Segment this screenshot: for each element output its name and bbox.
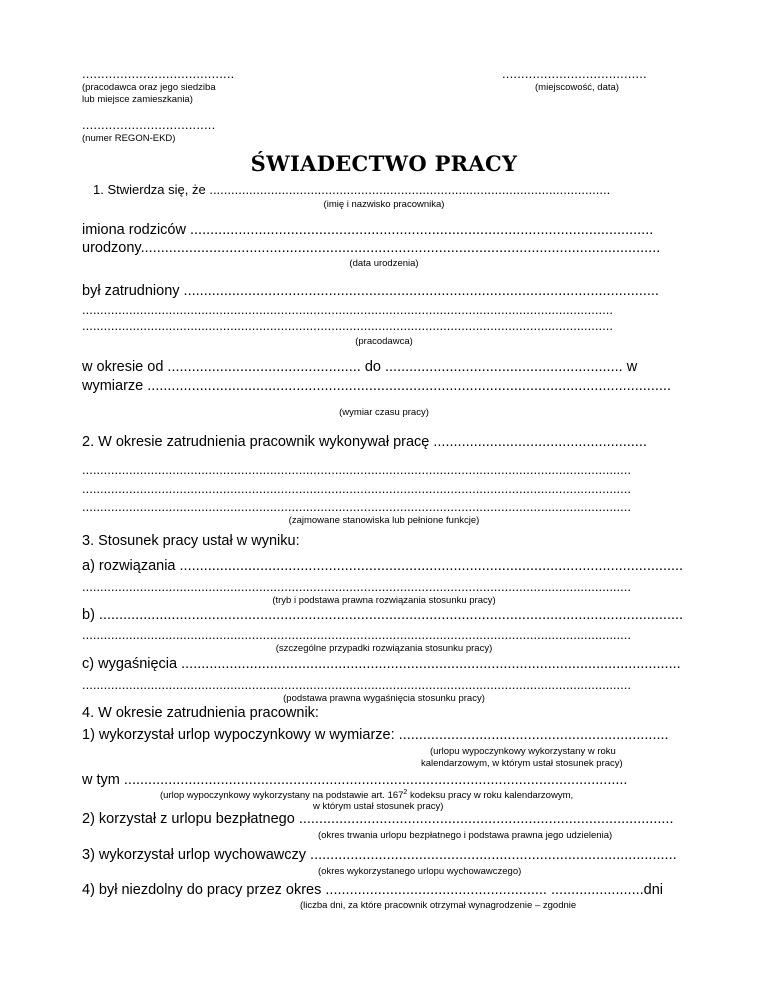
s4-p4-sick-leave-line[interactable]: 4) był niezdolny do pracy przez okres ....................................................... .......................dni	[82, 882, 663, 898]
s1-employer-caption: (pracodawca)	[355, 336, 413, 347]
s3-b-caption: (szczególne przypadki rozwiązania stosunku pracy)	[275, 643, 493, 654]
employer-caption-line2: lub miejsce zamieszkania)	[82, 94, 193, 105]
employer-caption-line1: (pracodawca oraz jego siedziba	[82, 82, 216, 93]
regon-field[interactable]: ...................................	[82, 117, 216, 132]
s3-c-expiry-line[interactable]: c) wygaśnięcia ............................................................................................................................	[82, 656, 681, 672]
s1-parents-names-line[interactable]: imiona rodziców ...................................................................................................................	[82, 222, 654, 238]
s1-working-time-caption: (wymiar czasu pracy)	[339, 407, 429, 418]
s1-employee-name-caption: (imię i nazwisko pracownika)	[323, 199, 445, 210]
s4-p2-caption: (okres trwania urlopu bezpłatnego i podstawa prawna jego udzielenia)	[318, 830, 613, 841]
document-title: ŚWIADECTWO PRACY	[250, 151, 518, 176]
regon-caption: (numer REGON-EKD)	[82, 133, 176, 144]
s4-p1-vacation-line[interactable]: 1) wykorzystał urlop wypoczynkowy w wymiarze: ...................................................................	[82, 727, 669, 743]
s1-birth-date-line[interactable]: urodzony.................................................................................................................................	[82, 240, 661, 256]
s3-a-termination-line[interactable]: a) rozwiązania .............................................................................................................................	[82, 558, 684, 574]
s4-p1-caption-1: (urlopu wypoczynkowy wykorzystany w roku	[430, 746, 616, 757]
s4-p1-caption-2: kalendarzowym, w którym ustał stosunek pracy)	[421, 758, 623, 769]
s1-employer-dots-2[interactable]: ...................................................................................................................................................	[82, 318, 613, 333]
s3-a-caption: (tryb i podstawa prawna rozwiązania stosunku pracy)	[272, 595, 496, 606]
s2-work-performed-line[interactable]: 2. W okresie zatrudnienia pracownik wykonywał pracę .....................................................	[82, 434, 647, 450]
s3-b-dots[interactable]: ........................................................................................................................................................	[82, 627, 631, 642]
s2-dots-3[interactable]: ........................................................................................................................................................	[82, 499, 631, 514]
s4-p3-parental-leave-line[interactable]: 3) wykorzystał urlop wychowawczy ...........................................................................................	[82, 847, 677, 863]
place-date-caption: (miejscowość, data)	[535, 82, 619, 93]
s1-employed-line[interactable]: był zatrudniony ......................................................................................................................	[82, 283, 659, 299]
s2-dots-1[interactable]: ........................................................................................................................................................	[82, 462, 631, 477]
s1-employee-name-line[interactable]: 1. Stwierdza się, że ...............................................................................................................	[93, 182, 611, 197]
employer-field[interactable]: ........................................	[82, 66, 235, 81]
s1-employer-dots-1[interactable]: ...................................................................................................................................................	[82, 302, 613, 317]
s4-wtym-caption-1: (urlop wypoczynkowy wykorzystany na podstawie art. $167^2$ kodeksu pracy w roku kalendarzowym,	[160, 789, 574, 802]
s4-p4-caption: (liczba dni, za które pracownik otrzymał wynagrodzenie – zgodnie	[300, 900, 577, 911]
s1-period-line[interactable]: w okresie od ................................................ do ........................................................... w	[82, 359, 638, 375]
s2-positions-caption: (zajmowane stanowiska lub pełnione funkcje)	[288, 515, 480, 526]
s3-c-caption: (podstawa prawna wygaśnięcia stosunku pracy)	[283, 693, 485, 704]
s3-a-dots[interactable]: ........................................................................................................................................................	[82, 579, 631, 594]
s3-b-line[interactable]: b) .................................................................................................................................................	[82, 607, 684, 623]
s1-working-time-line[interactable]: wymiarze ..................................................................................................................................	[82, 378, 671, 394]
s4-wtym-line[interactable]: w tym .............................................................................................................................	[82, 772, 628, 788]
s2-dots-2[interactable]: ........................................................................................................................................................	[82, 481, 631, 496]
s4-heading: 4. W okresie zatrudnienia pracownik:	[82, 705, 319, 721]
s4-p3-caption: (okres wykorzystanego urlopu wychowawczego)	[318, 866, 522, 877]
s3-heading: 3. Stosunek pracy ustał w wyniku:	[82, 533, 300, 549]
place-date-field[interactable]: ......................................	[502, 66, 647, 81]
s4-wtym-caption-2: w którym ustał stosunek pracy)	[313, 801, 444, 812]
s1-birth-date-caption: (data urodzenia)	[349, 258, 419, 269]
s4-p2-unpaid-leave-line[interactable]: 2) korzystał z urlopu bezpłatnego .............................................................................................	[82, 811, 674, 827]
s3-c-dots[interactable]: ........................................................................................................................................................	[82, 677, 631, 692]
